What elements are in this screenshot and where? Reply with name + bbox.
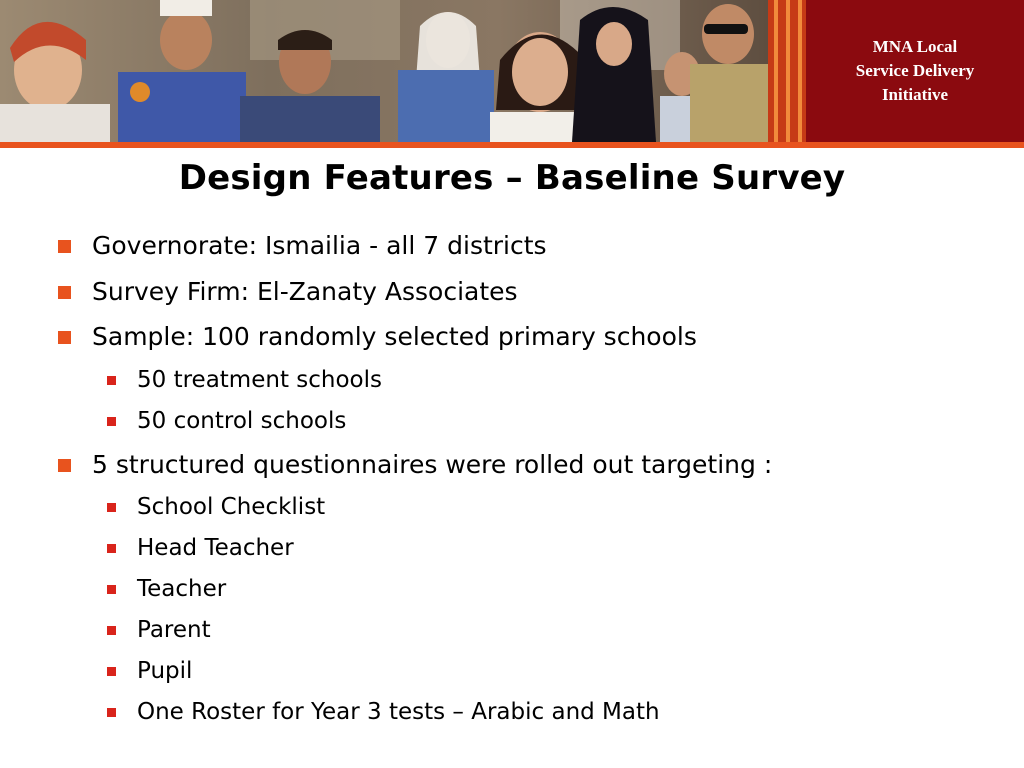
bullet-text: Parent (137, 617, 211, 643)
bullet-text: Survey Firm: El-Zanaty Associates (92, 277, 518, 306)
bullet-text: 50 treatment schools (137, 367, 382, 393)
stripe (798, 0, 802, 142)
small-square-bullet-icon (107, 626, 116, 635)
bullet-text: Governorate: Ismailia - all 7 districts (92, 231, 547, 260)
header-photo (0, 0, 768, 142)
bullet-text: 5 structured questionnaires were rolled out targeting : (92, 450, 773, 479)
small-square-bullet-icon (107, 503, 116, 512)
bullet-text: Teacher (137, 576, 227, 602)
sub-bullet-item (137, 492, 325, 522)
bullet-text: Pupil (137, 658, 193, 684)
bullet-item (92, 275, 518, 309)
photo-collage-image (0, 0, 768, 142)
bullet-item (92, 448, 772, 482)
header-banner (0, 0, 1024, 142)
small-square-bullet-icon (107, 585, 116, 594)
bullet-text: Sample: 100 randomly selected primary schools (92, 322, 697, 351)
org-name (815, 35, 1015, 107)
sub-bullet-item (137, 656, 192, 686)
org-name-line-2: Service Delivery (855, 61, 975, 80)
sub-bullet-item (137, 574, 226, 604)
bullet-item (92, 229, 547, 263)
sub-bullet-item (137, 406, 346, 436)
stripe (786, 0, 790, 142)
header-divider (0, 142, 1024, 148)
org-name-line-3: Initiative (881, 85, 949, 104)
sub-bullet-item (137, 533, 294, 563)
org-name-line-1: MNA Local (872, 37, 958, 56)
org-title-box (806, 0, 1024, 142)
small-square-bullet-icon (107, 708, 116, 717)
sub-bullet-item (137, 615, 211, 645)
sub-bullet-item (137, 365, 382, 395)
sub-bullet-item (137, 697, 660, 727)
bullet-text: Head Teacher (137, 535, 294, 561)
slide-title: Design Features – Baseline Survey (178, 158, 846, 198)
stripe (774, 0, 778, 142)
square-bullet-icon (58, 459, 71, 472)
square-bullet-icon (58, 286, 71, 299)
square-bullet-icon (58, 331, 71, 344)
header-stripes (768, 0, 806, 142)
small-square-bullet-icon (107, 544, 116, 553)
square-bullet-icon (58, 240, 71, 253)
bullet-text: School Checklist (137, 494, 326, 520)
bullet-text: 50 control schools (137, 408, 347, 434)
bullet-item (92, 320, 697, 354)
small-square-bullet-icon (107, 667, 116, 676)
small-square-bullet-icon (107, 376, 116, 385)
small-square-bullet-icon (107, 417, 116, 426)
bullet-text: One Roster for Year 3 tests – Arabic and Math (137, 699, 660, 725)
